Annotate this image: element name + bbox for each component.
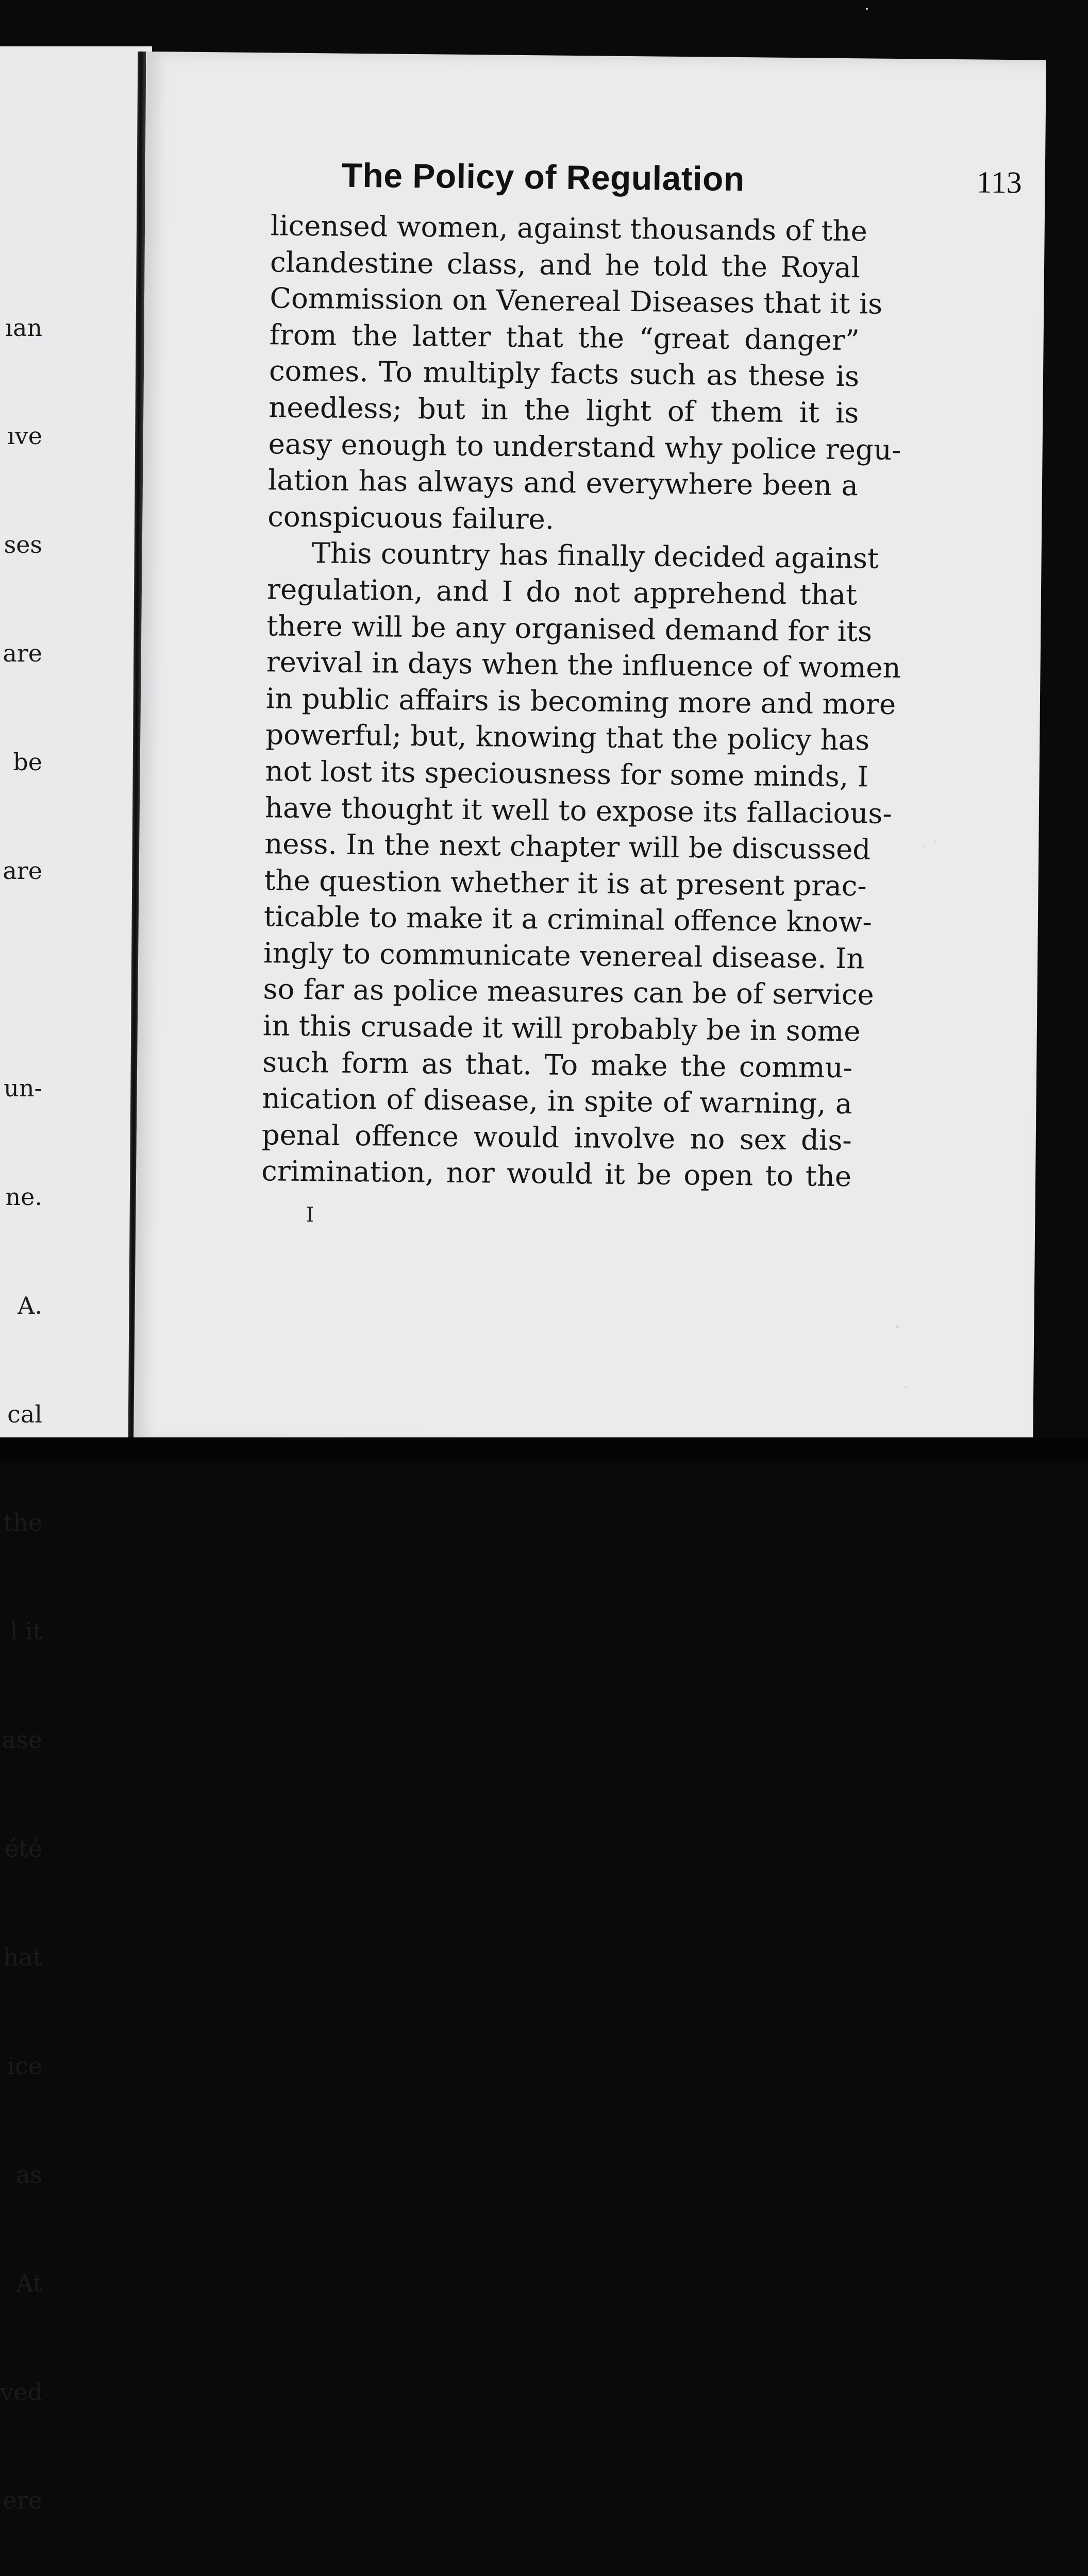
- dust-speck: [923, 845, 925, 848]
- text-line: penal offence would involve no sex dis-: [261, 1118, 852, 1157]
- left-line: ıve: [7, 422, 42, 450]
- text-line: clandestine class, and he told the Royal: [270, 245, 861, 284]
- running-head-title: The Policy of Regulation: [341, 156, 745, 198]
- text-line: nication of disease, in spite of warning, a: [262, 1081, 852, 1121]
- text-line: crimination, nor would it be open to the: [261, 1154, 852, 1193]
- left-line: ne.: [5, 1182, 42, 1211]
- text-line: not lost its speciousness for some minds, I: [265, 754, 869, 793]
- left-line: l it: [10, 1617, 42, 1646]
- left-line: are: [3, 639, 42, 668]
- text-line: such form as that. To make the commu-: [262, 1045, 853, 1084]
- body-text: [261, 207, 901, 1195]
- text-line: from the latter that the “great danger”: [269, 318, 860, 357]
- text-line: comes. To multiply facts such as these is: [269, 354, 860, 393]
- signature-mark: I: [306, 1203, 314, 1227]
- left-line: At: [16, 2269, 42, 2297]
- text-line: licensed women, against thousands of the: [270, 209, 868, 248]
- left-line: ıan: [5, 313, 42, 342]
- left-line: as: [15, 2160, 42, 2189]
- dust-speck: [934, 841, 936, 843]
- text-line: lation has always and everywhere been a: [267, 463, 859, 502]
- left-line: ere: [3, 2486, 42, 2515]
- text-line: conspicuous failure.: [267, 500, 555, 536]
- left-line: be: [13, 748, 42, 776]
- left-line: un-: [4, 1074, 42, 1102]
- text-line: ticable to make it a criminal offence know-: [263, 900, 873, 939]
- left-line: [0, 961, 42, 997]
- text-line: Commission on Venereal Diseases that it is: [270, 281, 883, 320]
- text-line: the question whether it is at present prac-: [264, 863, 867, 903]
- text-line: easy enough to understand why police regu-: [268, 427, 901, 466]
- scanner-bed-edge: [0, 1437, 1088, 1461]
- running-head: [341, 156, 1022, 209]
- page-number: 113: [976, 165, 1022, 200]
- left-line: ses: [4, 531, 42, 559]
- text-line: in this crusade it will probably be in some: [262, 1009, 861, 1048]
- left-line: hat: [3, 1943, 42, 1971]
- text-line: ingly to communicate venereal disease. In: [263, 936, 865, 975]
- text-line: in public affairs is becoming more and more: [265, 681, 896, 721]
- paragraph-start-line: This country has finally decided against: [311, 536, 879, 575]
- left-line: A.: [18, 1291, 42, 1319]
- left-line: the: [3, 1509, 42, 1537]
- dust-speck: [905, 1386, 907, 1388]
- text-line: ness. In the next chapter will be discussed: [264, 827, 871, 866]
- text-line: needless; but in the light of them it is: [269, 391, 859, 430]
- left-line: ase: [2, 1726, 42, 1754]
- text-line: powerful; but, knowing that the policy has: [265, 718, 870, 757]
- left-page-line-endings: [0, 237, 42, 2576]
- left-line: are: [3, 857, 42, 885]
- dust-speck: [866, 8, 868, 10]
- text-line: regulation, and I do not apprehend that: [266, 572, 858, 612]
- left-line: ved: [0, 2378, 43, 2406]
- left-line: ice: [7, 2052, 42, 2080]
- text-line: have thought it well to expose its fallacious-: [264, 790, 893, 830]
- text-line: there will be any organised demand for its: [266, 608, 873, 648]
- left-line: été: [5, 1835, 42, 1863]
- text-line: so far as police measures can be of service: [263, 972, 874, 1012]
- text-line: revival in days when the influence of women: [266, 645, 901, 685]
- dust-speck: [896, 1325, 899, 1328]
- page-113: [133, 52, 1046, 1451]
- left-line: cal: [7, 1400, 42, 1428]
